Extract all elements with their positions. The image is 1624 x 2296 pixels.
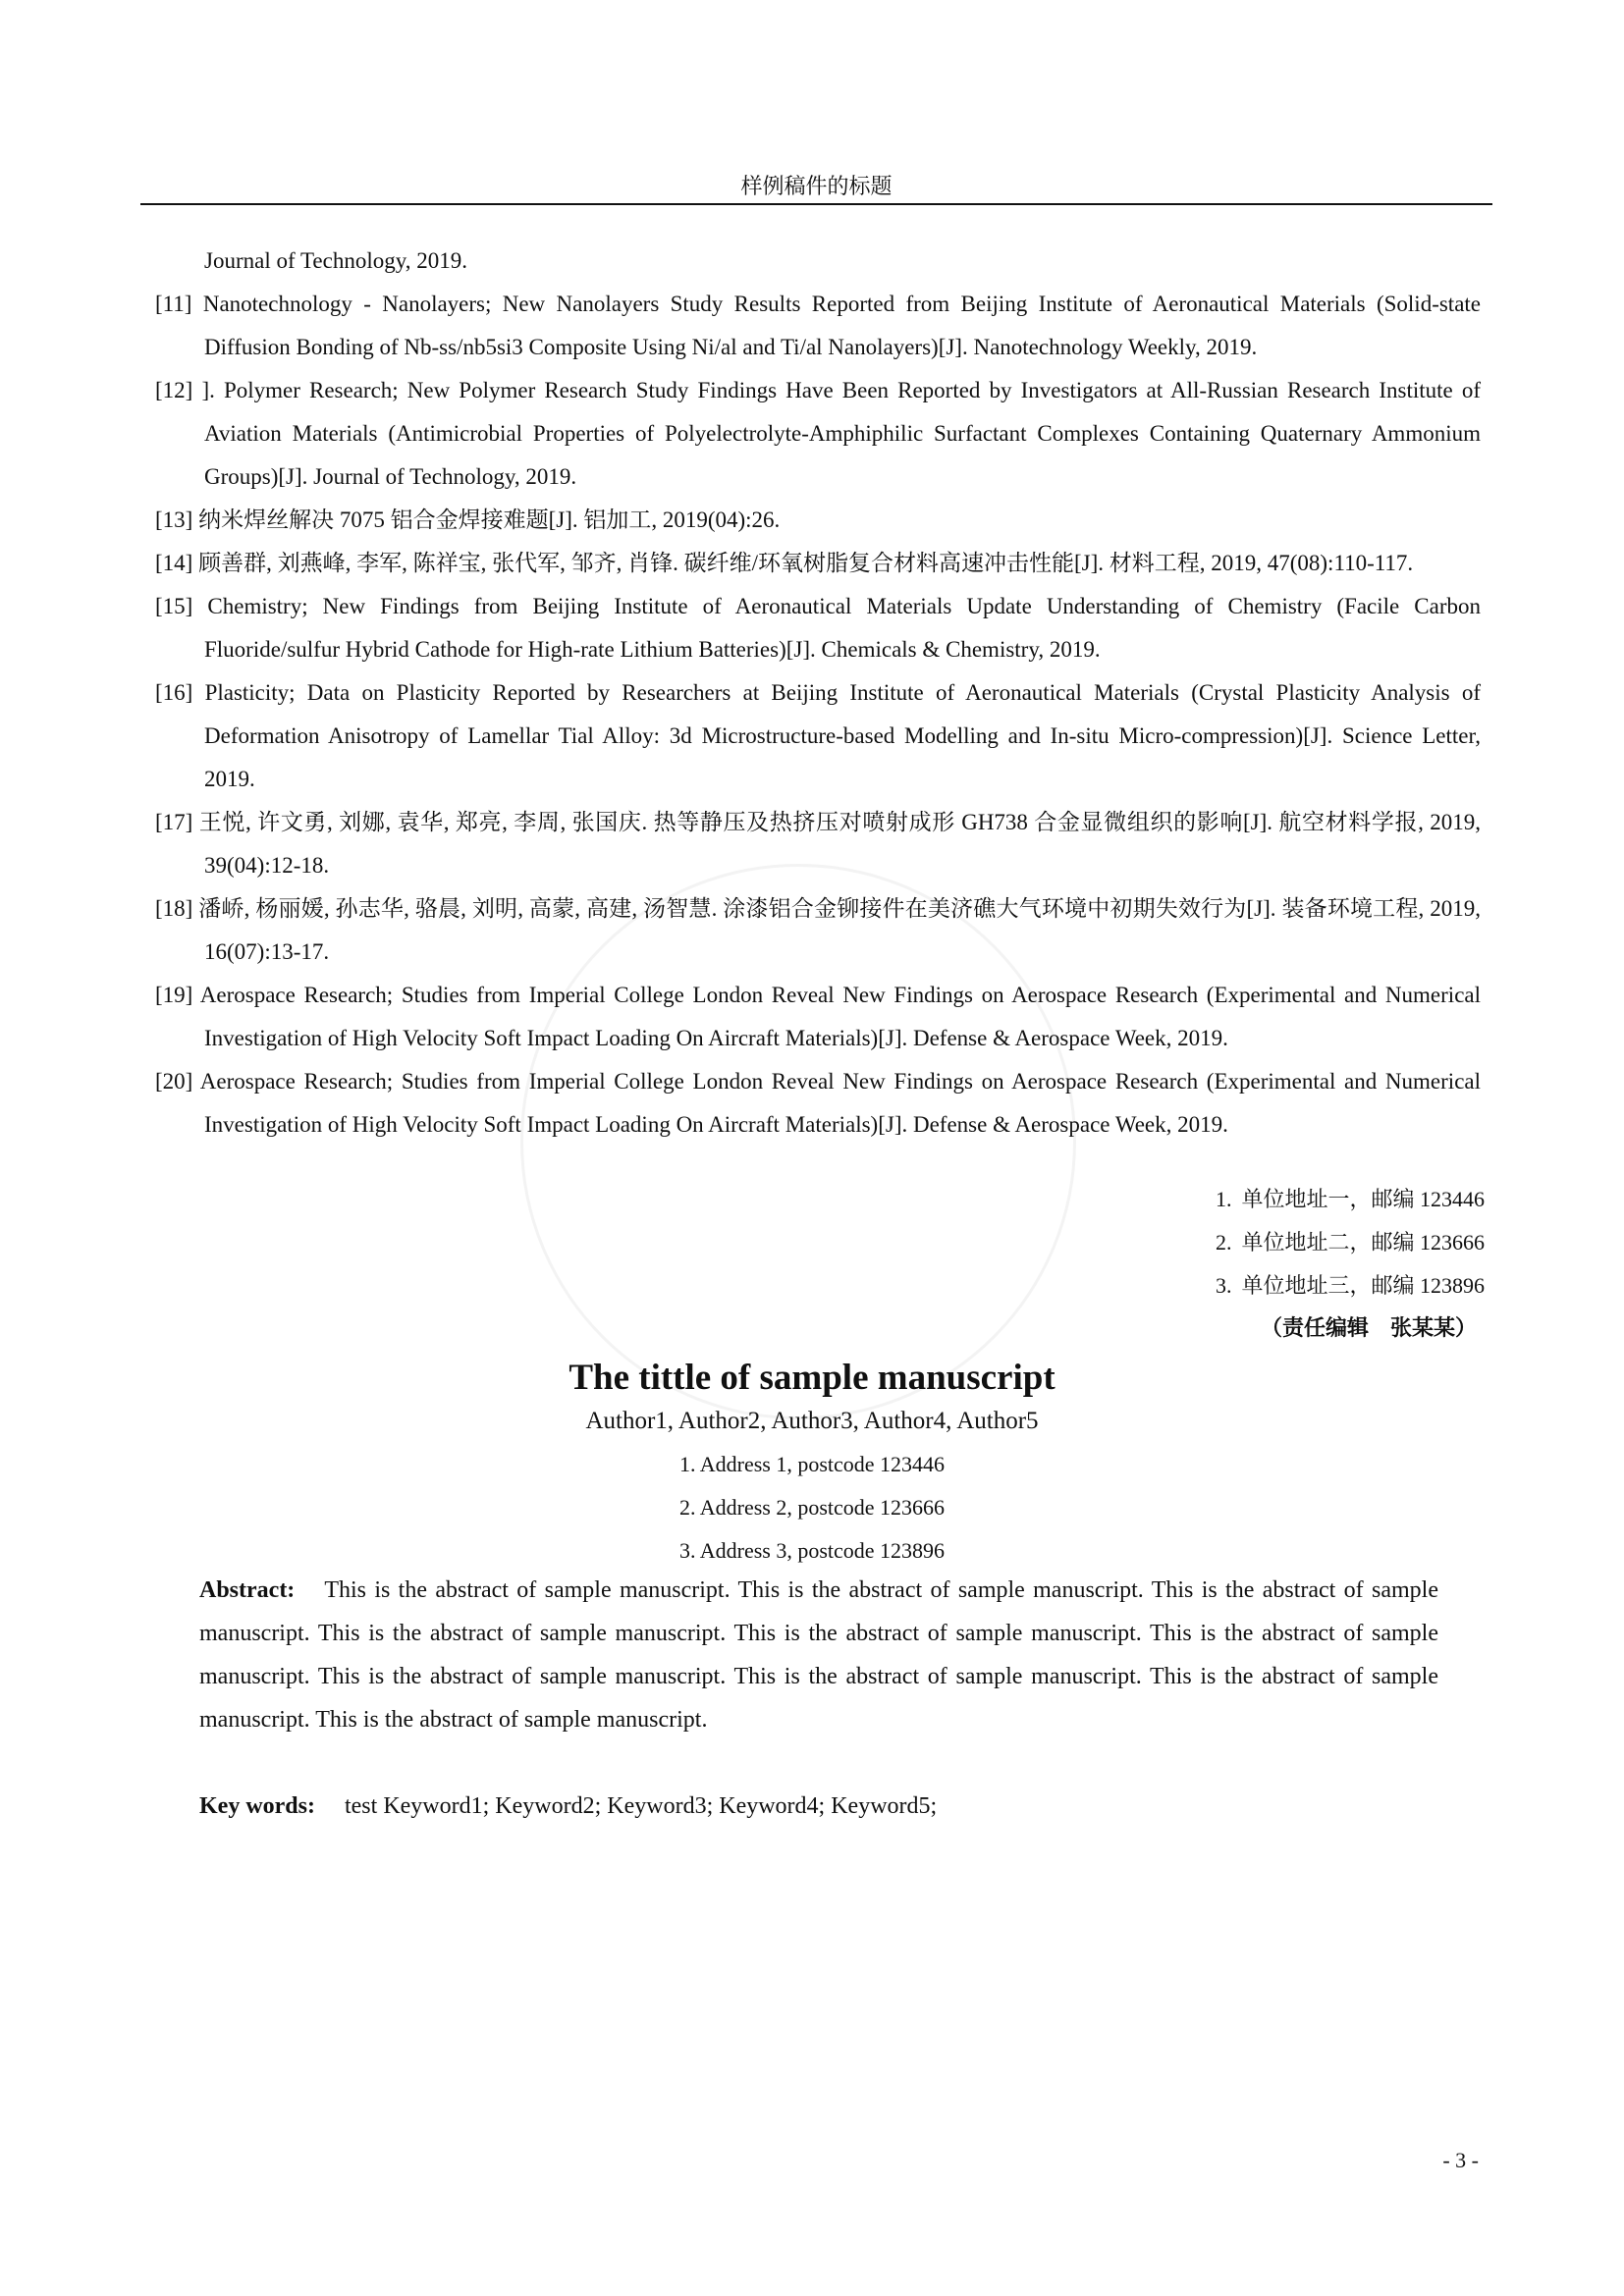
abstract-text: This is the abstract of sample manuscript. This is the abstract of sample manuscript. This is the abstract of sample manuscript. This is the abstract of sample manuscript. This is the abstract of sample manuscript. This is the abstract of sample manuscript. This is the abstract of sample manuscript. This is the abstract of sample manuscript. This is the abstract of sample manuscript. This is the abstract of sample manuscript. bbox=[199, 1577, 1438, 1733]
english-address: 2. Address 2, postcode 123666 bbox=[678, 1495, 946, 1520]
keywords-text: test Keyword1; Keyword2; Keyword3; Keyword4; Keyword5; bbox=[344, 1793, 938, 1819]
affiliation-number: 2. bbox=[1215, 1230, 1232, 1255]
reference-text: 纳米焊丝解决 7075 铝合金焊接难题[J]. 铝加工, 2019(04):26. bbox=[198, 507, 781, 532]
reference-text: Plasticity; Data on Plasticity Reported by Researchers at Beijing Institute of Aeronautical Materials (Crystal Plasticity Analysis of Deformation Anisotropy of Lamellar Tial Alloy: 3d Microstructure-based Modelling and In-situ Micro-compression)[J]. Science Letter, 2019. bbox=[204, 680, 1481, 791]
affiliations-cn bbox=[1216, 1178, 1485, 1308]
reference-number: [15] bbox=[155, 594, 193, 618]
english-address: 1. Address 1, postcode 123446 bbox=[678, 1452, 946, 1476]
reference-text: 顾善群, 刘燕峰, 李军, 陈祥宝, 张代军, 邹齐, 肖锋. 碳纤维/环氧树脂复合材料高速冲击性能[J]. 材料工程, 2019, 47(08):110-117. bbox=[198, 551, 1414, 575]
reference-item bbox=[155, 369, 1481, 499]
reference-number: [13] bbox=[155, 507, 193, 532]
reference-list bbox=[155, 240, 1481, 1147]
editor-label: （责任编辑 bbox=[1260, 1315, 1369, 1340]
keywords-label: Key words: bbox=[199, 1793, 315, 1819]
reference-item bbox=[155, 974, 1481, 1060]
affiliation-text: 单位地址二，邮编 123666 bbox=[1241, 1230, 1485, 1255]
english-address: 3. Address 3, postcode 123896 bbox=[678, 1538, 946, 1563]
affiliation-number: 3. bbox=[1215, 1273, 1232, 1298]
reference-number: [14] bbox=[155, 551, 193, 575]
page-number: - 3 - bbox=[1442, 2148, 1479, 2172]
responsible-editor bbox=[1261, 1308, 1477, 1348]
reference-item-continued bbox=[155, 240, 1481, 283]
reference-item bbox=[155, 801, 1481, 887]
abstract-label: Abstract: bbox=[199, 1577, 296, 1603]
reference-text: 王悦, 许文勇, 刘娜, 袁华, 郑亮, 李周, 张国庆. 热等静压及热挤压对喷射成形 GH738 合金显微组织的影响[J]. 航空材料学报, 2019, 39(04):12-18. bbox=[198, 810, 1482, 878]
affiliation-text: 单位地址三，邮编 123896 bbox=[1241, 1273, 1485, 1298]
reference-number: [20] bbox=[155, 1069, 193, 1094]
header-rule bbox=[140, 203, 1492, 205]
reference-number: [19] bbox=[155, 983, 193, 1007]
reference-text: 潘峤, 杨丽媛, 孙志华, 骆晨, 刘明, 高蒙, 高建, 汤智慧. 涂漆铝合金铆接件在美济礁大气环境中初期失效行为[J]. 装备环境工程, 2019, 16(07):13-17. bbox=[198, 896, 1481, 964]
english-addresses bbox=[0, 1443, 1624, 1573]
reference-number: [18] bbox=[155, 896, 193, 921]
english-title: The tittle of sample manuscript bbox=[568, 1358, 1056, 1398]
affiliation-text: 单位地址一，邮编 123446 bbox=[1241, 1187, 1485, 1211]
reference-item bbox=[155, 887, 1481, 974]
affiliation-number: 1. bbox=[1215, 1187, 1232, 1211]
reference-text: Aerospace Research; Studies from Imperial College London Reveal New Findings on Aerospace Research (Experimental and Numerical Investigation of High Velocity Soft Impact Loading On Aircraft Materials)[J]. Defense & Aerospace Week, 2019. bbox=[199, 1069, 1482, 1137]
reference-text: Nanotechnology - Nanolayers; New Nanolayers Study Results Reported from Beijing Institute of Aeronautical Materials (Solid-state Diffusion Bonding of Nb-ss/nb5si3 Composite Using Ni/al and Ti/al Nanolayers)[J]. Nanotechnology Weekly, 2019. bbox=[202, 292, 1481, 359]
affiliation-cn bbox=[1216, 1178, 1485, 1221]
reference-text: Journal of Technology, 2019. bbox=[204, 248, 467, 273]
reference-number: [11] bbox=[155, 292, 192, 316]
reference-text: ]. Polymer Research; New Polymer Research Study Findings Have Been Reported by Investigators at All-Russian Research Institute of Aviation Materials (Antimicrobial Properties of Polyelectrolyte-Amphiphilic Surfactant Complexes Containing Quaternary Ammonium Groups)[J]. Journal of Technology, 2019. bbox=[201, 378, 1482, 489]
editor-name: 张某某） bbox=[1389, 1315, 1477, 1340]
abstract bbox=[199, 1569, 1438, 1741]
running-header: 样例稿件的标题 bbox=[740, 174, 893, 198]
reference-item bbox=[155, 671, 1481, 801]
keywords bbox=[199, 1785, 1438, 1828]
reference-item bbox=[155, 283, 1481, 369]
reference-item bbox=[155, 542, 1481, 585]
reference-item bbox=[155, 1060, 1481, 1147]
reference-item bbox=[155, 499, 1481, 542]
reference-text: Chemistry; New Findings from Beijing Institute of Aeronautical Materials Update Understanding of Chemistry (Facile Carbon Fluoride/sulfur Hybrid Cathode for High-rate Lithium Batteries)[J]. Chemicals & Chemistry, 2019. bbox=[204, 594, 1482, 662]
affiliation-cn bbox=[1216, 1264, 1485, 1308]
reference-number: [17] bbox=[155, 810, 193, 834]
english-authors: Author1, Author2, Author3, Author4, Author5 bbox=[585, 1408, 1039, 1434]
affiliation-cn bbox=[1216, 1221, 1485, 1264]
reference-item bbox=[155, 585, 1481, 671]
reference-text: Aerospace Research; Studies from Imperial College London Reveal New Findings on Aerospace Research (Experimental and Numerical Investigation of High Velocity Soft Impact Loading On Aircraft Materials)[J]. Defense & Aerospace Week, 2019. bbox=[199, 983, 1482, 1050]
reference-number: [12] bbox=[155, 378, 193, 402]
reference-number: [16] bbox=[155, 680, 193, 705]
